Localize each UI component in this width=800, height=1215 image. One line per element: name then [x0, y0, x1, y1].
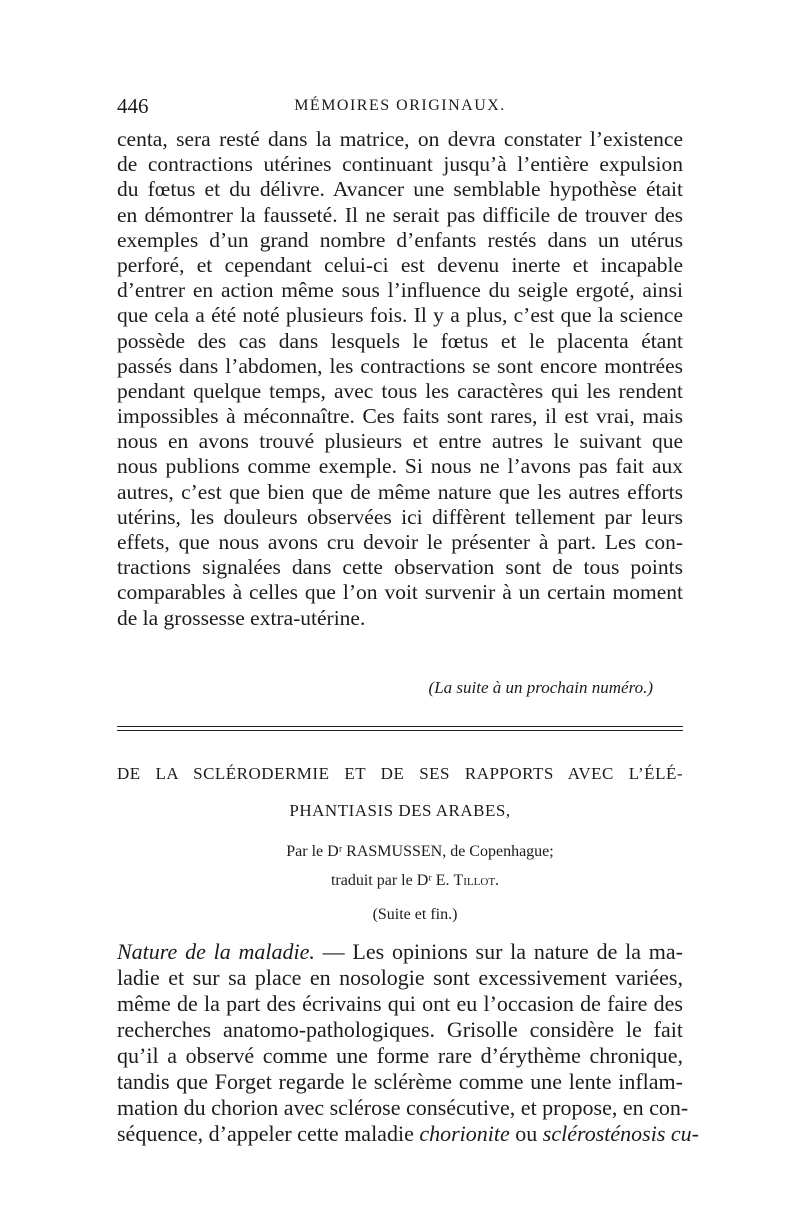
article-title-line: PHANTIASIS DES ARABES,	[289, 801, 511, 820]
paragraph-nature-maladie	[117, 939, 699, 1147]
text-line: passés dans l’abdomen, les contractions se sont encore montrées	[117, 353, 683, 378]
article-title-line: DE LA SCLÉRODERMIE ET DE SES RAPPORTS AVEC L’ÉLÉ-	[117, 764, 683, 783]
text-line: possède des cas dans lesquels le fœtus et le placenta étant	[117, 328, 683, 353]
text-line: comparables à celles que l’on voit survenir à un certain moment	[117, 580, 683, 605]
term-chorionite: chorionite	[419, 1121, 510, 1146]
paragraph-previous-article	[117, 127, 683, 631]
text-line: centa, sera resté dans la matrice, on devra constater l’existence	[117, 127, 683, 151]
text-line: ladie et sur sa place en nosologie sont excessivement variées,	[117, 965, 683, 990]
text-line	[117, 1121, 699, 1147]
text-line: effets, que nous avons cru devoir le présenter à part. Les con-	[117, 530, 683, 554]
byline-translator	[117, 872, 683, 890]
section-heading: Nature de la maladie.	[117, 939, 315, 964]
text-line: de la grossesse extra-utérine.	[117, 605, 366, 630]
text-line: perforé, et cependant celui-ci est devenu inerte et incapable	[117, 252, 683, 277]
text-run: — Les opinions sur la nature de la ma-	[314, 939, 683, 964]
running-head	[117, 94, 683, 124]
text-line: du fœtus et du délivre. Avancer une semblable hypothèse était	[117, 177, 683, 202]
text-line: exemples d’un grand nombre d’enfants restés dans un utérus	[117, 227, 683, 252]
text-line: qu’il a observé comme une forme rare d’érythème chronique,	[117, 1043, 683, 1068]
text-run: ou	[509, 1121, 543, 1146]
text-line: nous publions comme exemple. Si nous ne l’avons pas fait aux	[117, 454, 683, 479]
text-run: séquence, d’appeler cette maladie	[117, 1121, 420, 1146]
text-line: même de la part des écrivains qui ont eu l’occasion de faire des	[117, 991, 683, 1016]
translator-name: Tillot.	[453, 872, 500, 889]
text-line: d’entrer en action même sous l’influence du seigle ergoté, ainsi	[117, 278, 683, 303]
text-line: tandis que Forget regarde le sclérème comme une lente inflam-	[117, 1069, 683, 1094]
continuation-note: (La suite à un prochain numéro.)	[428, 678, 653, 697]
text-line: utérins, les douleurs observées ici diffèrent tellement par leurs	[117, 504, 683, 529]
page-number: 446	[117, 94, 149, 118]
text-line: tractions signalées dans cette observation sont de tous points	[117, 555, 683, 580]
running-title: MÉMOIRES ORIGINAUX.	[294, 97, 506, 114]
text-line: impossibles à méconnaître. Ces faits sont rares, il est vrai, mais	[117, 404, 683, 429]
text-line: pendant quelque temps, avec tous les caractères qui les rendent	[117, 378, 683, 403]
byline-translator-prefix: traduit par le Dʳ E.	[330, 872, 450, 889]
text-line: nous en avons trouvé plusieurs et entre autres le suivant que	[117, 429, 683, 454]
text-line: recherches anatomo-pathologiques. Grisolle considère le fait	[117, 1017, 683, 1042]
text-line: autres, c’est que bien que de même nature que les autres efforts	[117, 479, 683, 504]
text-line: mation du chorion avec sclérose consécutive, et propose, en con-	[117, 1095, 689, 1120]
section-divider	[117, 726, 683, 731]
suite-note: (Suite et fin.)	[372, 906, 458, 923]
text-line: de contractions utérines continuant jusqu’à l’entière expulsion	[117, 152, 683, 177]
byline-author: Par le Dʳ RASMUSSEN, de Copenhague;	[286, 843, 554, 860]
term-sclerostenosis: sclérosténosis cu-	[542, 1121, 699, 1146]
text-line: en démontrer la fausseté. Il ne serait pas difficile de trouver des	[117, 202, 683, 227]
text-line: que cela a été noté plusieurs fois. Il y a plus, c’est que la science	[117, 303, 683, 328]
text-line	[117, 939, 683, 965]
